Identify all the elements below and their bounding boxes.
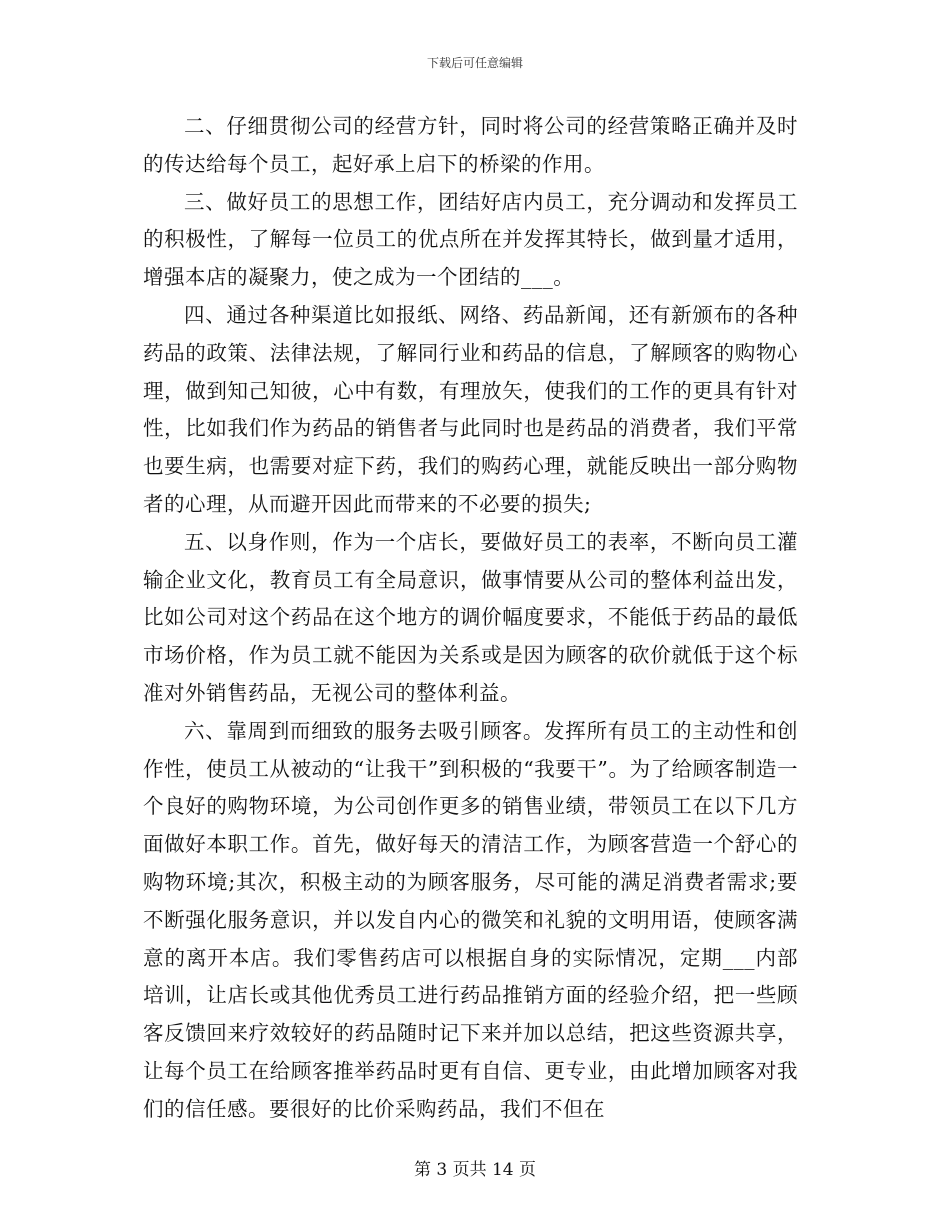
- paragraph-2: 二、仔细贯彻公司的经营方针，同时将公司的经营策略正确并及时的传达给每个员工，起好承上启下的桥梁的作用。: [143, 114, 798, 176]
- page-number-footer: 第 3 页共 14 页: [413, 1160, 537, 1180]
- paragraph-5: 五、以身作则，作为一个店长，要做好员工的表率，不断向员工灌输企业文化，教育员工有全局意识，做事情要从公司的整体利益出发，比如公司对这个药品在这个地方的调价幅度要求，不能低于药品的最低市场价格，作为员工就不能因为关系或是因为顾客的砍价就低于这个标准对外销售药品，无视公司的整体利益。: [143, 529, 798, 705]
- document-body: [143, 108, 798, 1129]
- page-header-note: 下载后可任意编辑: [426, 56, 523, 70]
- paragraph-3: 三、做好员工的思想工作，团结好店内员工，充分调动和发挥员工的积极性，了解每一位员工的优点所在并发挥其特长，做到量才适用，增强本店的凝聚力，使之成为一个团结的___。: [143, 189, 798, 290]
- paragraph-6: 六、靠周到而细致的服务去吸引顾客。发挥所有员工的主动性和创作性，使员工从被动的“让我干”到积极的“我要干”。为了给顾客制造一个良好的购物环境，为公司创作更多的销售业绩，带领员工在以下几方面做好本职工作。首先，做好每天的清洁工作，为顾客营造一个舒心的购物环境;其次，积极主动的为顾客服务，尽可能的满足消费者需求;要不断强化服务意识，并以发自内心的微笑和礼貌的文明用语，使顾客满意的离开本店。我们零售药店可以根据自身的实际情况，定期___内部培训，让店长或其他优秀员工进行药品推销方面的经验介绍，把一些顾客反馈回来疗效较好的药品随时记下来并加以总结，把这些资源共享，让每个员工在给顾客推举药品时更有自信、更专业，由此增加顾客对我们的信任感。要很好的比价采购药品，我们不但在: [143, 718, 798, 1121]
- paragraph-4: 四、通过各种渠道比如报纸、网络、药品新闻，还有新颁布的各种药品的政策、法律法规，了解同行业和药品的信息，了解顾客的购物心理，做到知己知彼，心中有数，有理放矢，使我们的工作的更具有针对性，比如我们作为药品的销售者与此同时也是药品的消费者，我们平常也要生病，也需要对症下药，我们的购药心理，就能反映出一部分购物者的心理，从而避开因此而带来的不必要的损失;: [143, 302, 798, 516]
